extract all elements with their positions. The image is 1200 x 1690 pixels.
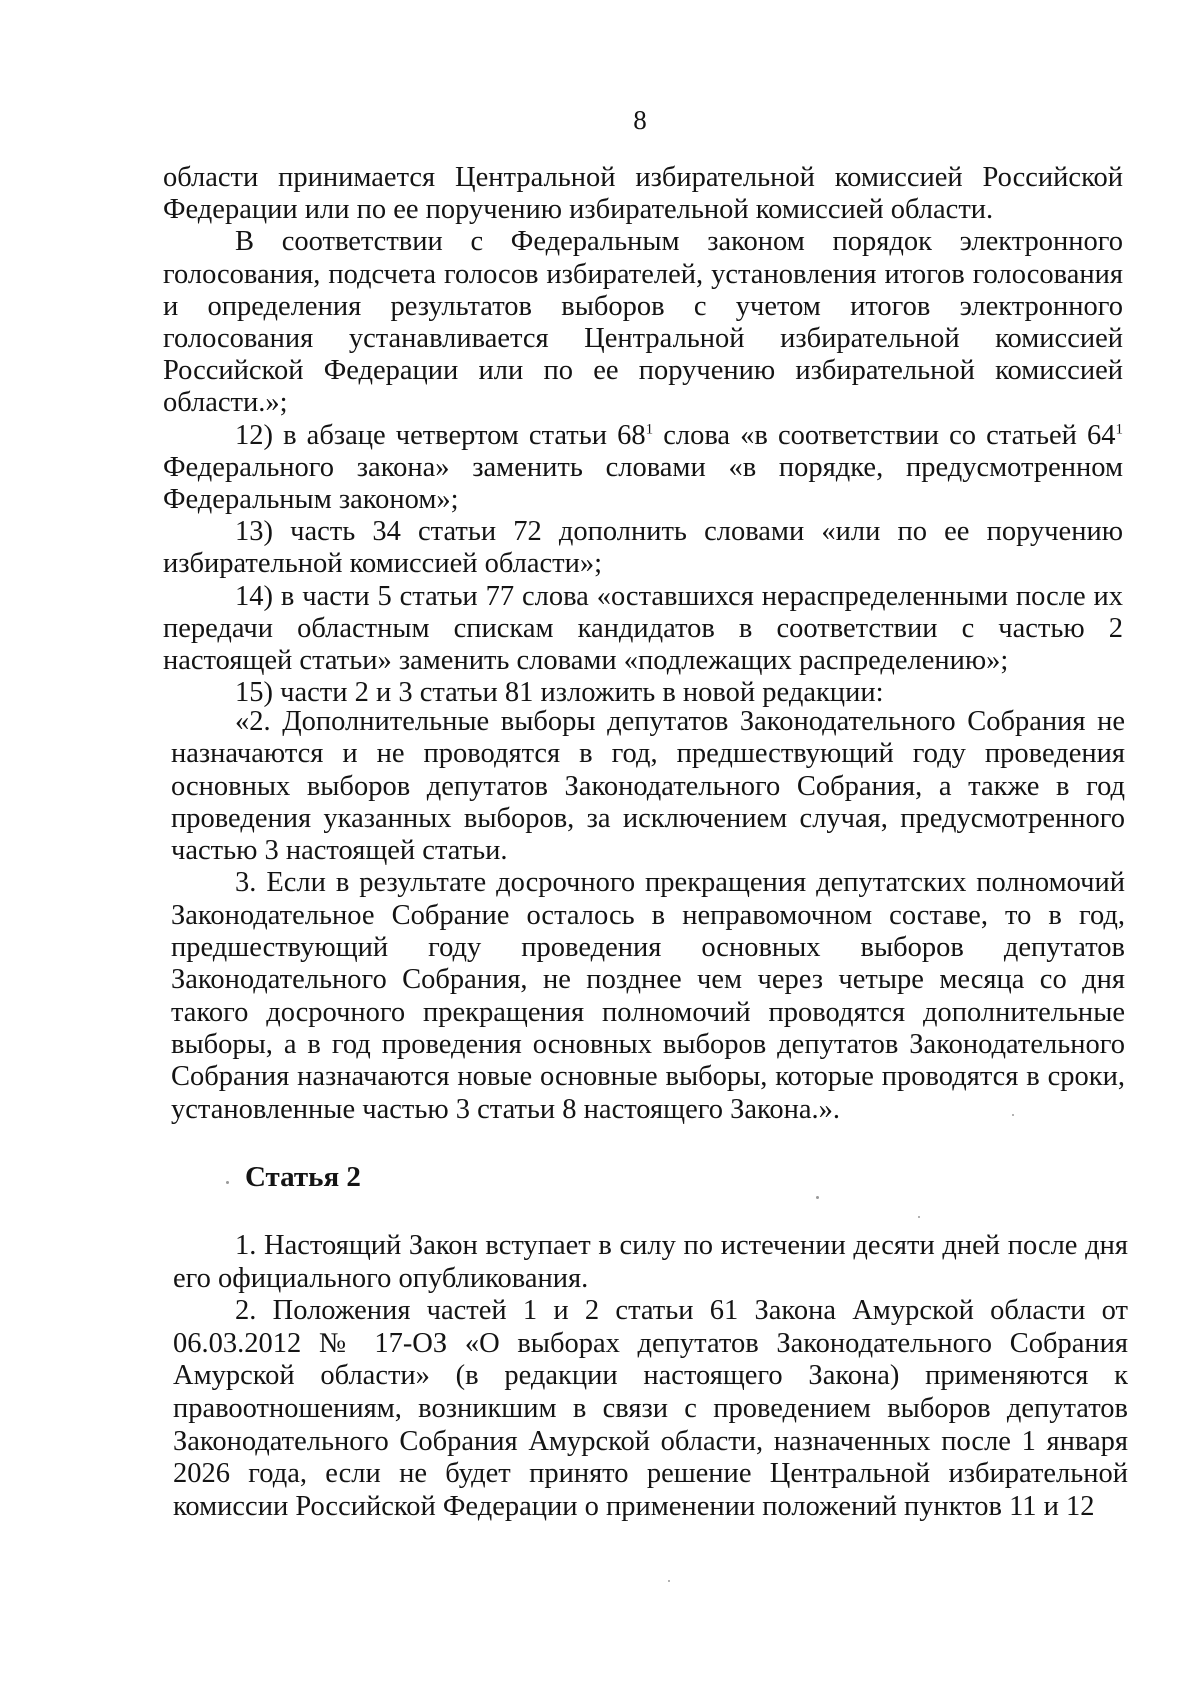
item-12-part-a: 12) в абзаце четвертом статьи 68 [235, 419, 646, 451]
paragraph-item-15: 15) части 2 и 3 статьи 81 изложить в новой редакции: [235, 677, 884, 709]
scan-speck [918, 1216, 920, 1218]
paragraph-electronic-voting: В соответствии с Федеральным законом порядок электронного голосования, подсчета голосов избирателей, установления итогов голосования и определения результатов выборов с учетом итогов электронного голосования устанавливается Центральной избирательной комиссией Российской Федерации или по ее поручению избирательной комиссией области.»; [163, 226, 1123, 419]
item-12-part-b: слова «в соответствии со статьей 64 [653, 419, 1116, 451]
quoted-paragraph-3: 3. Если в результате досрочного прекращения депутатских полномочий Законодательное Собрание осталось в неправомочном составе, то в год, предшествующий году проведения основных выборов депутатов Законодательного Собрания, не позднее чем через четыре месяца со дня такого досрочного прекращения полномочий проводятся дополнительные выборы, а в год проведения основных выборов депутатов Законодательного Собрания назначаются новые основные выборы, которые проводятся в сроки, установленные частью 3 статьи 8 настоящего Закона.». [171, 867, 1125, 1125]
article-2-text-block [173, 1230, 1128, 1523]
superscript-1: 1 [645, 421, 654, 438]
amendments-text-block [163, 162, 1123, 709]
quoted-paragraph-2: «2. Дополнительные выборы депутатов Законодательного Собрания не назначаются и не проводятся в год, предшествующий году проведения основных выборов депутатов Законодательного Собрания, а также в год проведения указанных выборов, за исключением случая, предусмотренного частью 3 настоящей статьи. [171, 706, 1125, 867]
item-12-part-c: Федерального закона» заменить словами «в порядке, предусмотренном Федеральным законом»; [163, 451, 1123, 516]
scan-speck [1012, 1114, 1014, 1116]
paragraph-item-13: 13) часть 34 статьи 72 дополнить словами «или по ее поручению избирательной комиссией области»; [163, 516, 1123, 580]
article-paragraph-1: 1. Настоящий Закон вступает в силу по истечении десяти дней после дня его официального опубликования. [173, 1230, 1128, 1294]
paragraph-item-14: 14) в части 5 статьи 77 слова «оставшихся нераспределенными после их передачи областным спискам кандидатов в соответствии с частью 2 настоящей статьи» заменить словами «подлежащих распределению»; [163, 580, 1123, 677]
quoted-text-block [171, 706, 1125, 1126]
article-heading: Статья 2 [245, 1161, 361, 1193]
page-number: 8 [633, 105, 647, 135]
scan-speck [226, 1181, 229, 1184]
superscript-1: 1 [1115, 421, 1123, 438]
paragraph-continuation: области принимается Центральной избирательной комиссией Российской Федерации или по ее поручению избирательной комиссией области. [163, 162, 1123, 226]
article-paragraph-2: 2. Положения частей 1 и 2 статьи 61 Закона Амурской области от 06.03.2012 № 17-ОЗ «О выборах депутатов Законодательного Собрания Амурской области» (в редакции настоящего Закона) применяются к правоотношениям, возникшим в связи с проведением выборов депутатов Законодательного Собрания Амурской области, назначенных после 1 января 2026 года, если не будет принято решение Центральной избирательной комиссии Российской Федерации о применении положений пунктов 11 и 12 [173, 1295, 1128, 1522]
scan-speck [668, 1580, 670, 1582]
paragraph-item-12 [163, 420, 1123, 517]
scan-speck [816, 1196, 819, 1199]
